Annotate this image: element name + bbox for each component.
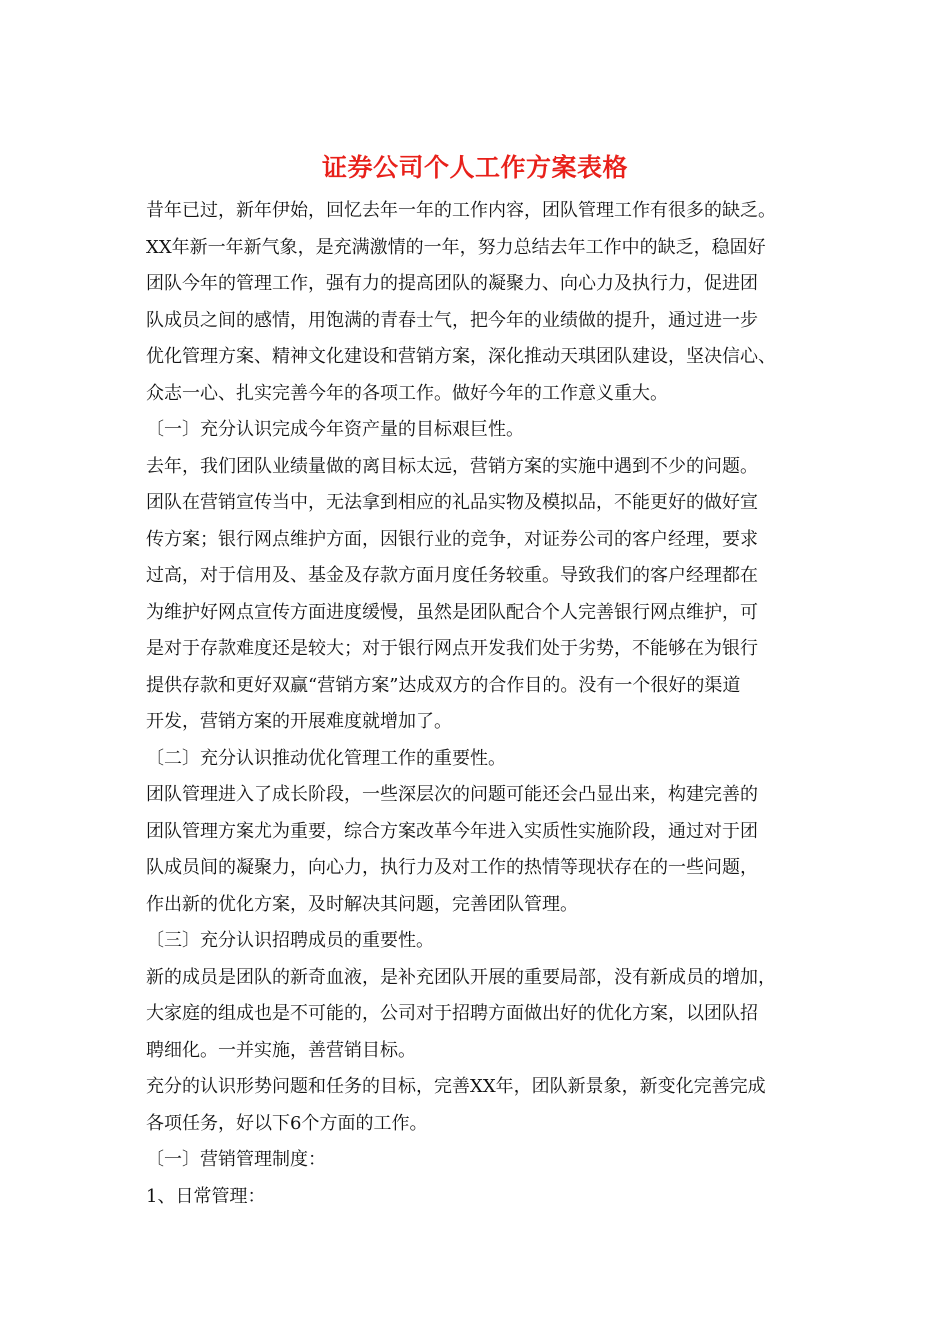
paragraph-line: 队成员间的凝聚力，向心力，执行力及对工作的热情等现状存在的一些问题， [146,857,758,878]
paragraph-line: 团队在营销宣传当中，无法拿到相应的礼品实物及模拟品，不能更好的做好宣 [146,492,758,513]
paragraph-line: 传方案；银行网点维护方面，因银行业的竞争，对证券公司的客户经理，要求 [146,528,758,550]
paragraph-line: 新的成员是团队的新奇血液，是补充团队开展的重要局部，没有新成员的增加， [146,966,776,988]
list-item-heading: 1、日常管理： [146,1185,266,1207]
paragraph-line: 各项任务，好以下6个方面的工作。 [146,1112,428,1134]
paragraph-line: 团队管理方案尤为重要，综合方案改革今年进入实质性实施阶段，通过对于团 [146,820,758,842]
paragraph-line: 聘细化。一并实施，善营销目标。 [146,1039,416,1061]
section-heading: 〔一〕营销管理制度： [146,1149,326,1170]
paragraph-line: 去年，我们团队业绩量做的离目标太远，营销方案的实施中遇到不少的问题。 [146,455,758,477]
document-title: 证券公司个人工作方案表格 [321,153,628,182]
paragraph-line: 团队今年的管理工作，强有力的提高团队的凝聚力、向心力及执行力，促进团 [146,273,758,294]
paragraph-line: 是对于存款难度还是较大；对于银行网点开发我们处于劣势，不能够在为银行 [146,638,758,659]
paragraph-line: 大家庭的组成也是不可能的，公司对于招聘方面做出好的优化方案，以团队招 [146,1003,758,1024]
section-heading: 〔二〕充分认识推动优化管理工作的重要性。 [146,747,506,769]
paragraph-line: 过高，对于信用及、基金及存款方面月度任务较重。导致我们的客户经理都在 [146,565,758,586]
paragraph-line: 优化管理方案、精神文化建设和营销方案，深化推动天琪团队建设，坚决信心、 [146,346,776,367]
document-body [146,193,826,1215]
paragraph-line: 作出新的优化方案，及时解决其问题，完善团队管理。 [146,893,578,915]
paragraph-line: 众志一心、扎实完善今年的各项工作。做好今年的工作意义重大。 [146,382,668,404]
paragraph-line: 队成员之间的感情，用饱满的青春士气，把今年的业绩做的提升，通过进一步 [146,309,758,331]
paragraph-line: 提供存款和更好双赢“营销方案”达成双方的合作目的。没有一个很好的渠道 [146,674,741,696]
paragraph-line: 开发，营销方案的开展难度就增加了。 [146,711,452,732]
paragraph-line: XX年新一年新气象，是充满激情的一年，努力总结去年工作中的缺乏，稳固好 [146,236,766,258]
paragraph-line: 昔年已过，新年伊始，回忆去年一年的工作内容，团队管理工作有很多的缺乏。 [146,200,776,221]
paragraph-line: 为维护好网点宣传方面进度缓慢，虽然是团队配合个人完善银行网点维护，可 [146,601,758,623]
section-heading: 〔一〕充分认识完成今年资产量的目标艰巨性。 [146,419,524,440]
paragraph-line: 充分的认识形势问题和任务的目标，完善XX年，团队新景象，新变化完善完成 [146,1076,766,1097]
paragraph-line: 团队管理进入了成长阶段，一些深层次的问题可能还会凸显出来，构建完善的 [146,784,758,805]
section-heading: 〔三〕充分认识招聘成员的重要性。 [146,930,434,951]
